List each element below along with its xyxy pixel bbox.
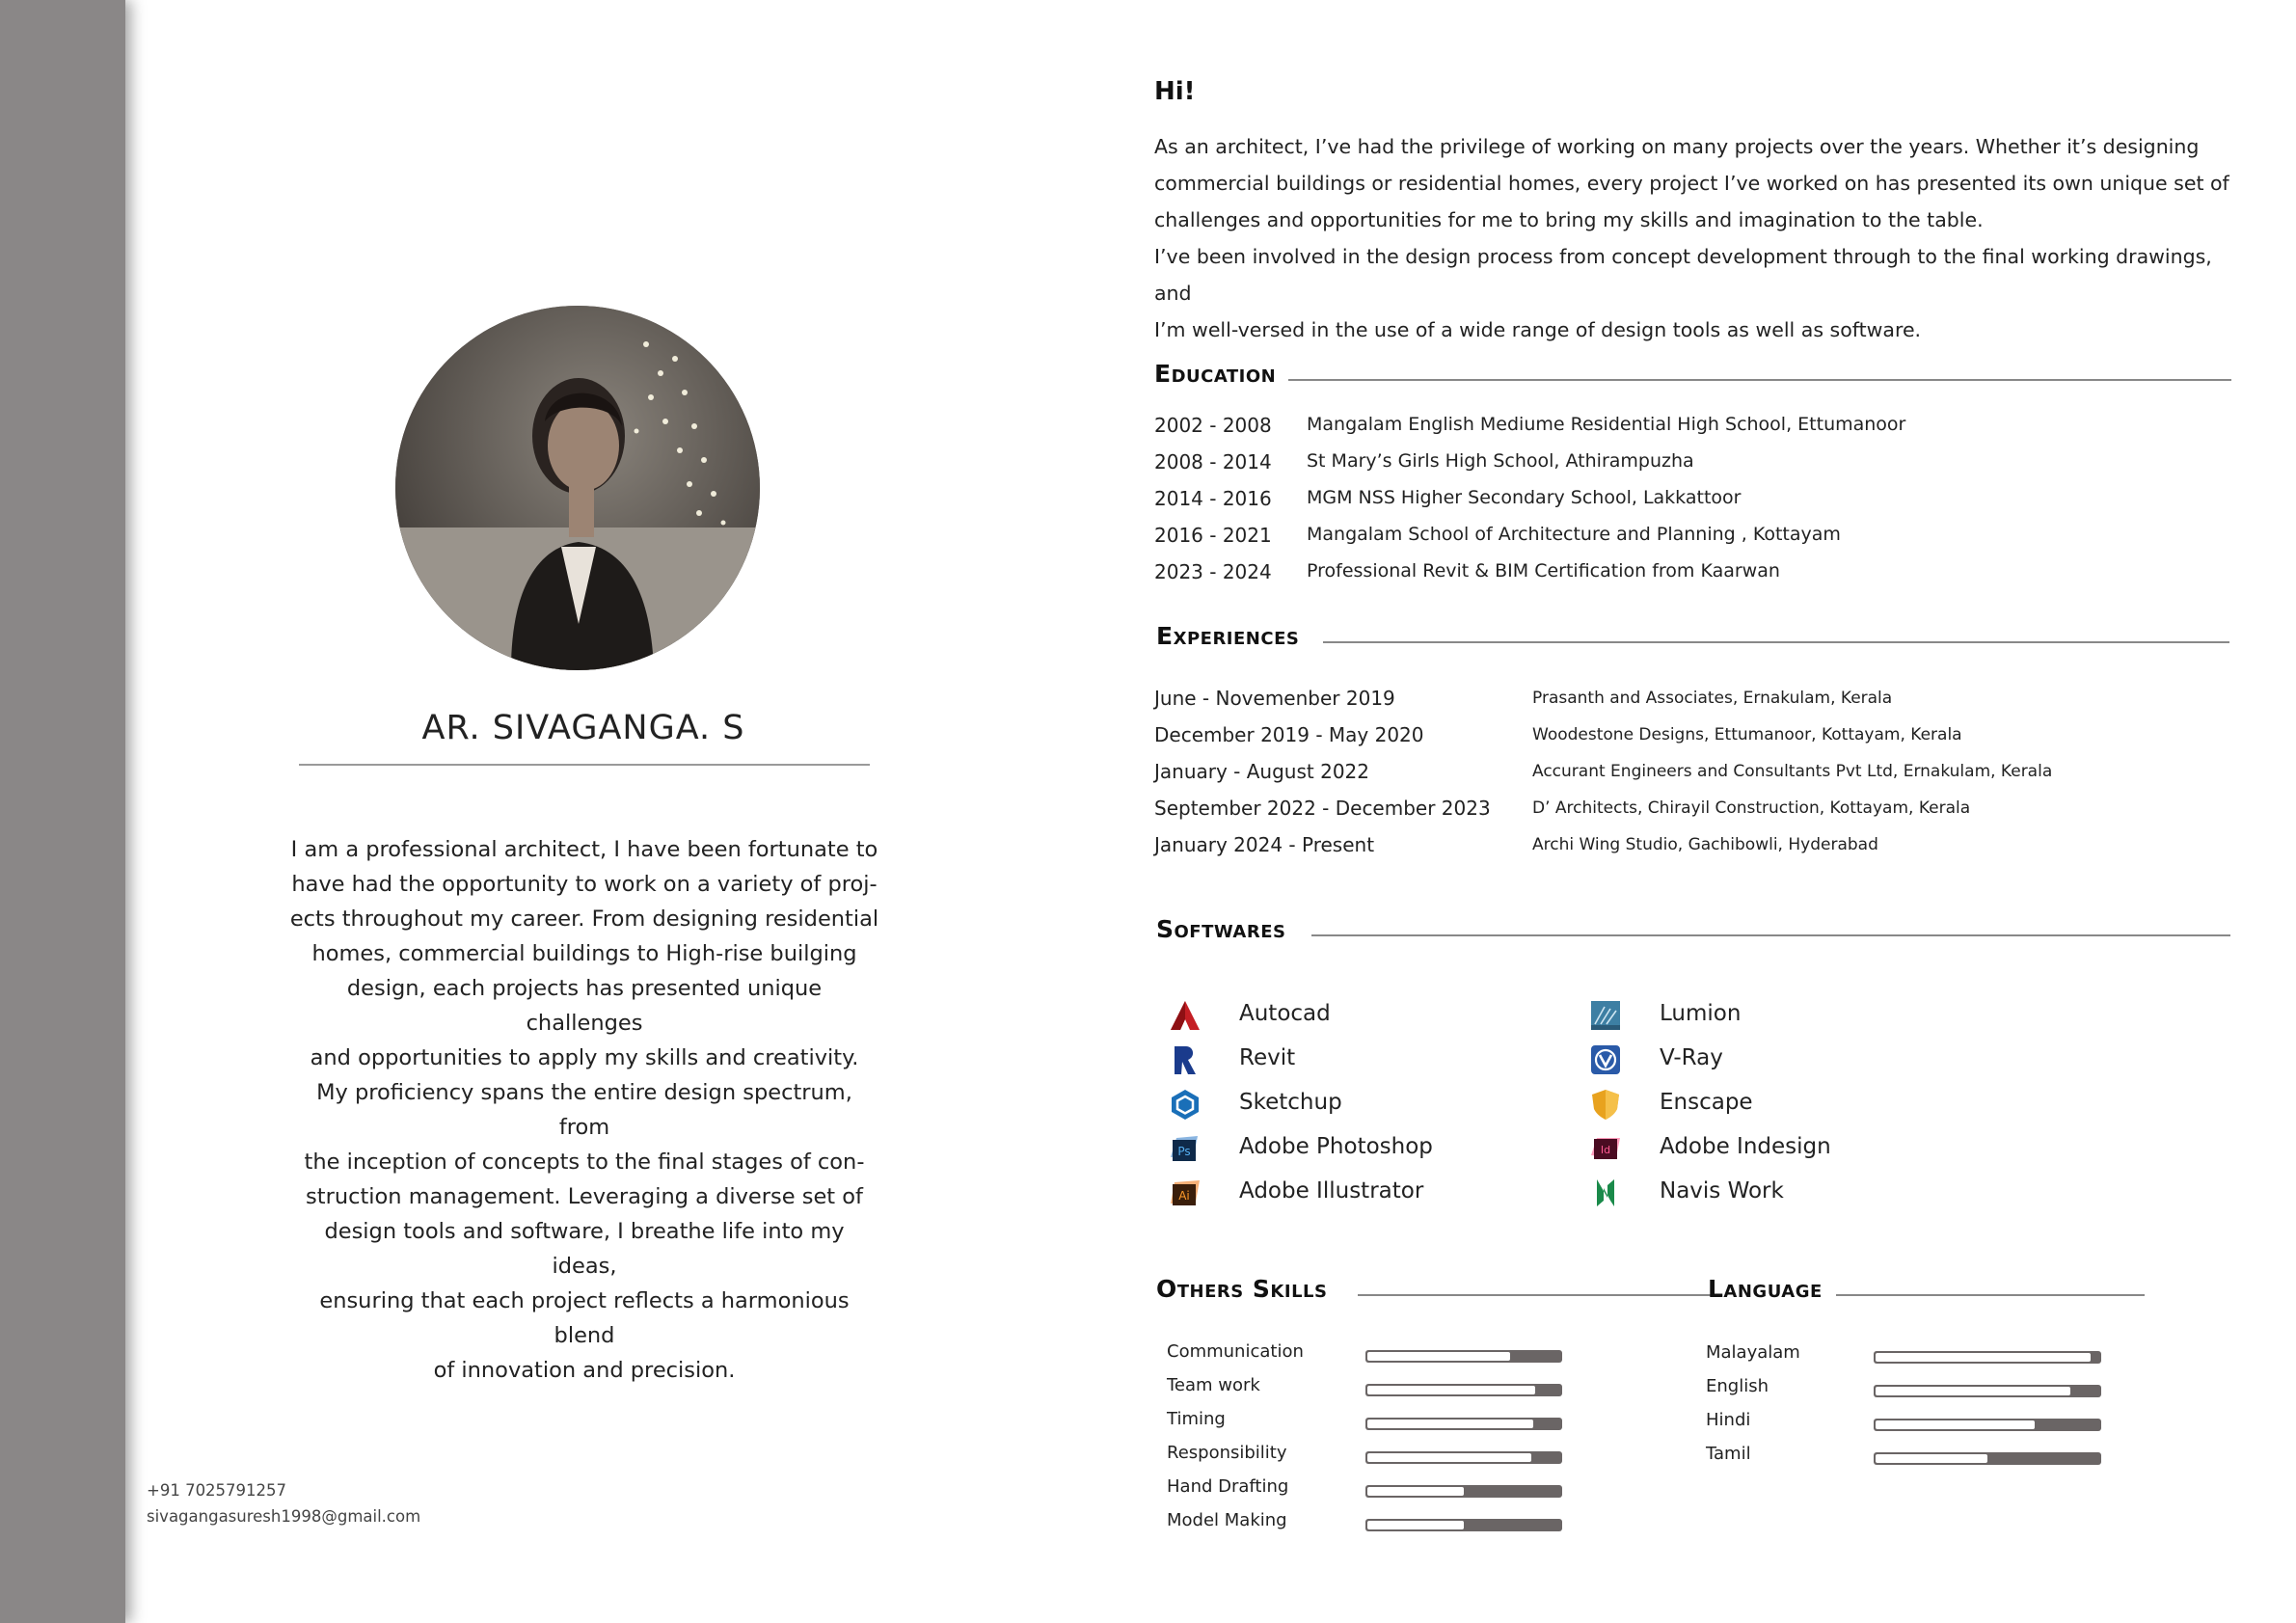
education-divider: [1288, 379, 2231, 381]
bio-line: and opportunities to apply my skills and creativity.: [310, 1045, 859, 1070]
software-name: Navis Work: [1660, 1178, 1784, 1204]
intro-line: As an architect, I’ve had the privilege of working on many projects over the years. Whether it’s designing: [1154, 135, 2200, 158]
bio-line: have had the opportunity to work on a variety of proj-: [291, 872, 878, 897]
education-row: [1154, 450, 2215, 477]
skill-bar-fill: [1367, 1352, 1510, 1361]
skill-name: Responsibility: [1167, 1443, 1287, 1463]
experience-company: Accurant Engineers and Consultants Pvt Ltd, Ernakulam, Kerala: [1532, 762, 2053, 781]
bio-line: ects throughout my career. From designing residential: [289, 906, 879, 932]
software-name: Lumion: [1660, 1001, 1742, 1026]
intro-line: I’ve been involved in the design process from concept development through to the final working drawings, and: [1154, 245, 2212, 305]
language-heading: Language: [1708, 1275, 1823, 1303]
skill-bar: [1365, 1485, 1562, 1498]
skill-name: Communication: [1167, 1341, 1304, 1362]
language-bar: [1874, 1419, 2101, 1431]
experience-row: [1154, 687, 2215, 714]
software-item: [1589, 1134, 1956, 1165]
experience-company: Archi Wing Studio, Gachibowli, Hyderabad: [1532, 835, 1878, 854]
education-years: 2014 - 2016: [1154, 487, 1272, 510]
education-years: 2002 - 2008: [1154, 414, 1272, 437]
illustrator-icon: [1169, 1177, 1202, 1209]
navisworks-icon: [1589, 1177, 1622, 1209]
experience-company: Woodestone Designs, Ettumanoor, Kottayam, Kerala: [1532, 725, 1962, 744]
skill-bar-fill: [1367, 1386, 1535, 1394]
bio-line: struction management. Leveraging a diverse set of: [306, 1184, 863, 1209]
experience-period: January 2024 - Present: [1154, 833, 1375, 856]
intro-line: commercial buildings or residential homes, every project I’ve worked on has presented its own unique set of: [1154, 172, 2229, 195]
contact-info: [147, 1477, 420, 1529]
skill-bar-fill: [1367, 1453, 1531, 1462]
education-row: [1154, 487, 2215, 514]
indesign-icon: [1589, 1132, 1622, 1165]
photoshop-icon: [1169, 1132, 1202, 1165]
profile-name: AR. SIVAGANGA. S: [421, 709, 745, 747]
education-years: 2023 - 2024: [1154, 560, 1272, 583]
lumion-icon: [1589, 999, 1622, 1032]
skill-bar-fill: [1367, 1487, 1464, 1496]
software-name: Adobe Illustrator: [1239, 1178, 1424, 1204]
skill-bar-fill: [1367, 1521, 1464, 1529]
software-item: [1589, 1090, 1956, 1121]
software-item: [1169, 1134, 1535, 1165]
software-item: [1169, 1090, 1535, 1121]
bio-line: design tools and software, I breathe life into my ideas,: [324, 1219, 845, 1279]
left-edge-bar: [0, 0, 125, 1623]
software-item: [1169, 1045, 1535, 1076]
email-address: sivagangasuresh1998@gmail.com: [147, 1507, 421, 1526]
bio-line: I am a professional architect, I have been fortunate to: [290, 837, 878, 862]
enscape-icon: [1589, 1088, 1622, 1121]
education-institution: Professional Revit & BIM Certification from Kaarwan: [1307, 560, 1780, 582]
intro-line: I’m well-versed in the use of a wide range of design tools as well as software.: [1154, 318, 1922, 341]
profile-photo: [395, 306, 760, 670]
skill-name: Timing: [1167, 1409, 1226, 1429]
sketchup-icon: [1169, 1088, 1202, 1121]
language-bar-fill: [1876, 1353, 2091, 1362]
software-name: Adobe Indesign: [1660, 1134, 1831, 1159]
software-item: [1169, 1178, 1535, 1209]
skill-bar: [1365, 1519, 1562, 1531]
education-institution: Mangalam English Mediume Residential High School, Ettumanoor: [1307, 414, 1906, 435]
software-item: [1589, 1045, 1956, 1076]
experience-company: D’ Architects, Chirayil Construction, Kottayam, Kerala: [1532, 798, 1971, 818]
education-years: 2016 - 2021: [1154, 524, 1272, 547]
svg-text:Ps: Ps: [1177, 1145, 1191, 1158]
education-institution: St Mary’s Girls High School, Athirampuzha: [1307, 450, 1694, 472]
experience-row: [1154, 760, 2215, 787]
skill-bar: [1365, 1418, 1562, 1430]
experience-period: September 2022 - December 2023: [1154, 797, 1491, 820]
bio-line: design, each projects has presented unique challenges: [346, 976, 823, 1036]
education-years: 2008 - 2014: [1154, 450, 1272, 473]
experience-period: January - August 2022: [1154, 760, 1369, 783]
bio-line: of innovation and precision.: [433, 1358, 736, 1383]
language-bar-fill: [1876, 1454, 1987, 1463]
intro-line: challenges and opportunities for me to bring my skills and imagination to the table.: [1154, 208, 1984, 231]
skill-bar: [1365, 1384, 1562, 1396]
software-item: [1589, 1001, 1956, 1032]
language-divider: [1836, 1294, 2145, 1296]
software-name: Revit: [1239, 1045, 1296, 1070]
other-skills-heading: Others Skills: [1156, 1275, 1328, 1303]
education-row: [1154, 414, 2215, 441]
experience-period: December 2019 - May 2020: [1154, 723, 1424, 746]
language-bar: [1874, 1452, 2101, 1465]
software-item: [1589, 1178, 1956, 1209]
bio-line: My proficiency spans the entire design spectrum, from: [316, 1080, 852, 1140]
language-bar-fill: [1876, 1420, 2035, 1429]
software-item: [1169, 1001, 1535, 1032]
language-name: Hindi: [1706, 1410, 1751, 1430]
skill-name: Model Making: [1167, 1510, 1287, 1530]
autocad-icon: [1169, 999, 1202, 1032]
bio-line: the inception of concepts to the final stages of con-: [304, 1150, 865, 1175]
name-divider: [299, 764, 870, 766]
bio-line: ensuring that each project reflects a harmonious blend: [319, 1288, 850, 1348]
language-name: Tamil: [1706, 1444, 1751, 1464]
skill-bar-fill: [1367, 1420, 1533, 1428]
software-name: V-Ray: [1660, 1045, 1723, 1070]
skill-bar: [1365, 1350, 1562, 1363]
skill-bar: [1365, 1451, 1562, 1464]
language-bar: [1874, 1351, 2101, 1364]
phone-number: +91 7025791257: [147, 1481, 287, 1500]
profile-bio: [289, 832, 879, 1388]
education-institution: Mangalam School of Architecture and Planning , Kottayam: [1307, 524, 1841, 545]
experience-row: [1154, 723, 2215, 750]
software-name: Autocad: [1239, 1001, 1331, 1026]
other-skills-divider: [1358, 1294, 1711, 1296]
experience-row: [1154, 833, 2215, 860]
vray-icon: [1589, 1043, 1622, 1076]
language-bar: [1874, 1385, 2101, 1397]
softwares-divider: [1311, 934, 2230, 936]
education-row: [1154, 560, 2215, 587]
experience-period: June - Novemenber 2019: [1154, 687, 1395, 710]
education-institution: MGM NSS Higher Secondary School, Lakkattoor: [1307, 487, 1742, 508]
softwares-heading: Softwares: [1156, 915, 1286, 943]
software-name: Adobe Photoshop: [1239, 1134, 1433, 1159]
education-row: [1154, 524, 2215, 551]
intro-paragraph: [1154, 128, 2244, 348]
experience-row: [1154, 797, 2215, 824]
software-name: Sketchup: [1239, 1090, 1342, 1115]
language-name: Malayalam: [1706, 1342, 1800, 1363]
experiences-heading: Experiences: [1156, 622, 1300, 650]
language-name: English: [1706, 1376, 1769, 1396]
language-bar-fill: [1876, 1387, 2070, 1395]
education-heading: Education: [1154, 360, 1277, 388]
svg-text:Ai: Ai: [1178, 1189, 1190, 1203]
experiences-divider: [1323, 641, 2229, 643]
software-name: Enscape: [1660, 1090, 1753, 1115]
svg-text:Id: Id: [1600, 1144, 1611, 1156]
bio-line: homes, commercial buildings to High-rise builging: [311, 941, 857, 966]
skill-name: Hand Drafting: [1167, 1476, 1289, 1497]
greeting-heading: Hi!: [1154, 77, 1196, 106]
skill-name: Team work: [1167, 1375, 1260, 1395]
revit-icon: [1169, 1043, 1202, 1076]
experience-company: Prasanth and Associates, Ernakulam, Kerala: [1532, 689, 1893, 708]
